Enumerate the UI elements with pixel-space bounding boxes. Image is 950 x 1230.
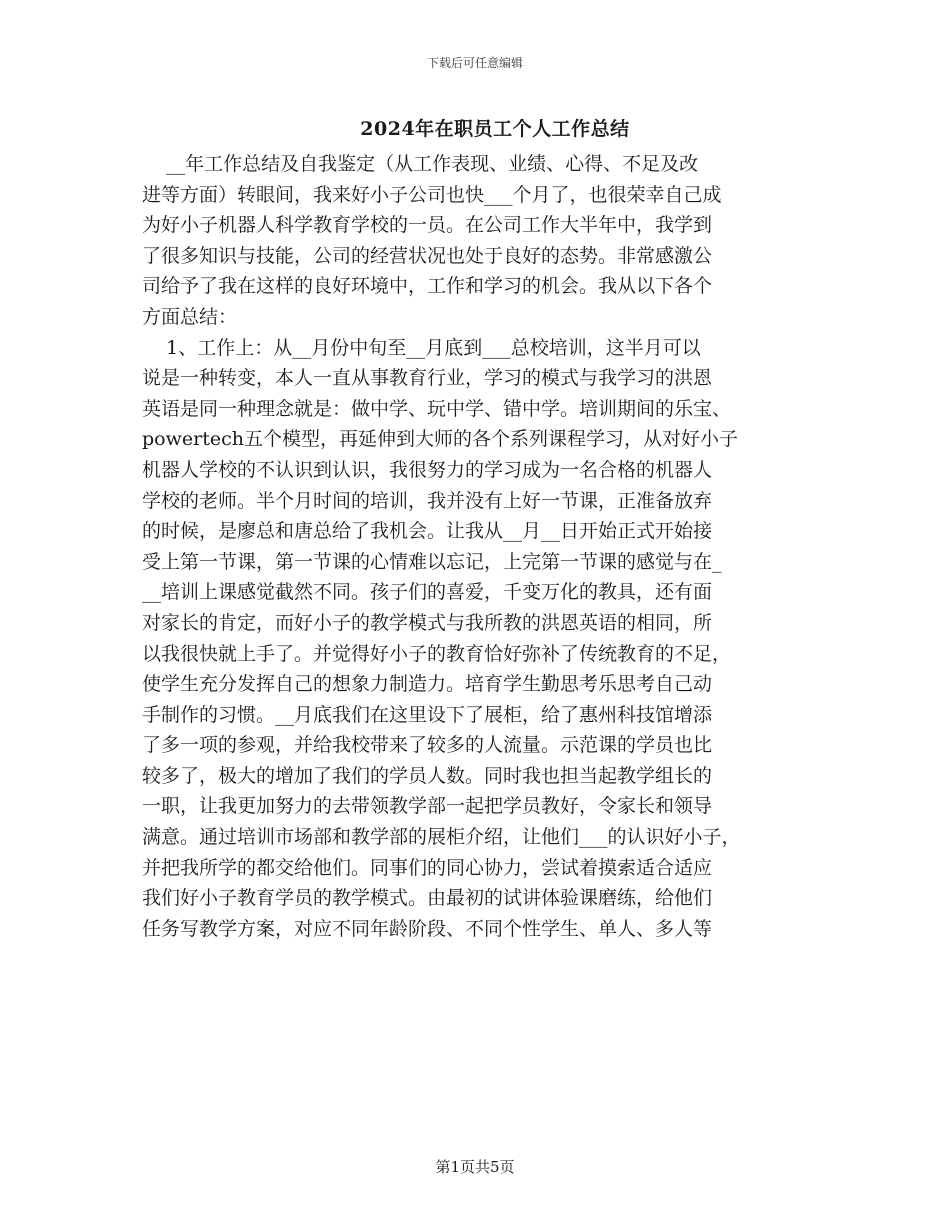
body-line: 了多一项的参观，并给我校带来了较多的人流量。示范课的学员也比 [142, 734, 713, 757]
page-number: 第1页共5页 [435, 1158, 515, 1176]
body-line: 进等方面）转眼间，我来好小子公司也快___个月了，也很荣幸自己成 [142, 183, 722, 206]
body-line: 了很多知识与技能，公司的经营状况也处于良好的态势。非常感激公 [142, 244, 713, 267]
body-line: 以我很快就上手了。并觉得好小子的教育恰好弥补了传统教育的不足， [142, 642, 732, 665]
body-line: __培训上课感觉截然不同。孩子们的喜爱，千变万化的教具，还有面 [142, 581, 713, 604]
body-line: 对家长的肯定，而好小子的教学模式与我所教的洪恩英语的相同，所 [142, 611, 713, 634]
body-line: 受上第一节课，第一节课的心情难以忘记，上完第一节课的感觉与在_ [142, 550, 722, 573]
document-body [142, 149, 810, 944]
body-line: 方面总结： [142, 305, 238, 328]
body-line: 并把我所学的都交给他们。同事们的同心协力，尝试着摸索适合适应 [142, 856, 713, 879]
page-header-note: 下载后可任意编辑 [426, 56, 523, 70]
body-line: powertech五个模型，再延伸到大师的各个系列课程学习，从对好小子 [142, 428, 738, 451]
body-line: 说是一种转变，本人一直从事教育行业，学习的模式与我学习的洪恩 [142, 367, 713, 390]
body-line: 为好小子机器人科学教育学校的一员。在公司工作大半年中，我学到 [142, 214, 713, 237]
document-title: 2024年在职员工个人工作总结 [360, 118, 630, 140]
body-line: 英语是同一种理念就是：做中学、玩中学、错中学。培训期间的乐宝、 [142, 397, 732, 420]
body-line: 一职，让我更加努力的去带领教学部一起把学员教好，令家长和领导 [142, 795, 713, 818]
body-line: 满意。通过培训市场部和教学部的展柜介绍，让他们___的认识好小子， [142, 826, 741, 849]
body-line: 的时候，是廖总和唐总给了我机会。让我从__月__日开始正式开始接 [142, 520, 713, 543]
body-line: 司给予了我在这样的良好环境中，工作和学习的机会。我从以下各个 [142, 275, 713, 298]
body-line: 机器人学校的不认识到认识，我很努力的学习成为一名合格的机器人 [142, 458, 713, 481]
body-line: 学校的老师。半个月时间的培训，我并没有上好一节课，正准备放弃 [142, 489, 713, 512]
body-line: 使学生充分发挥自己的想象力制造力。培育学生勤思考乐思考自己动 [142, 673, 713, 696]
body-line: __年工作总结及自我鉴定（从工作表现、业绩、心得、不足及改 [142, 153, 699, 175]
body-line: 我们好小子教育学员的教学模式。由最初的试讲体验课磨练，给他们 [142, 887, 713, 910]
body-line: 较多了，极大的增加了我们的学员人数。同时我也担当起教学组长的 [142, 764, 713, 787]
body-line: 1、工作上：从__月份中旬至__月底到___总校培训，这半月可以 [142, 336, 701, 359]
body-line: 手制作的习惯。__月底我们在这里设下了展柜，给了惠州科技馆增添 [142, 703, 713, 726]
body-line: 任务写教学方案，对应不同年龄阶段、不同个性学生、单人、多人等 [142, 917, 713, 940]
